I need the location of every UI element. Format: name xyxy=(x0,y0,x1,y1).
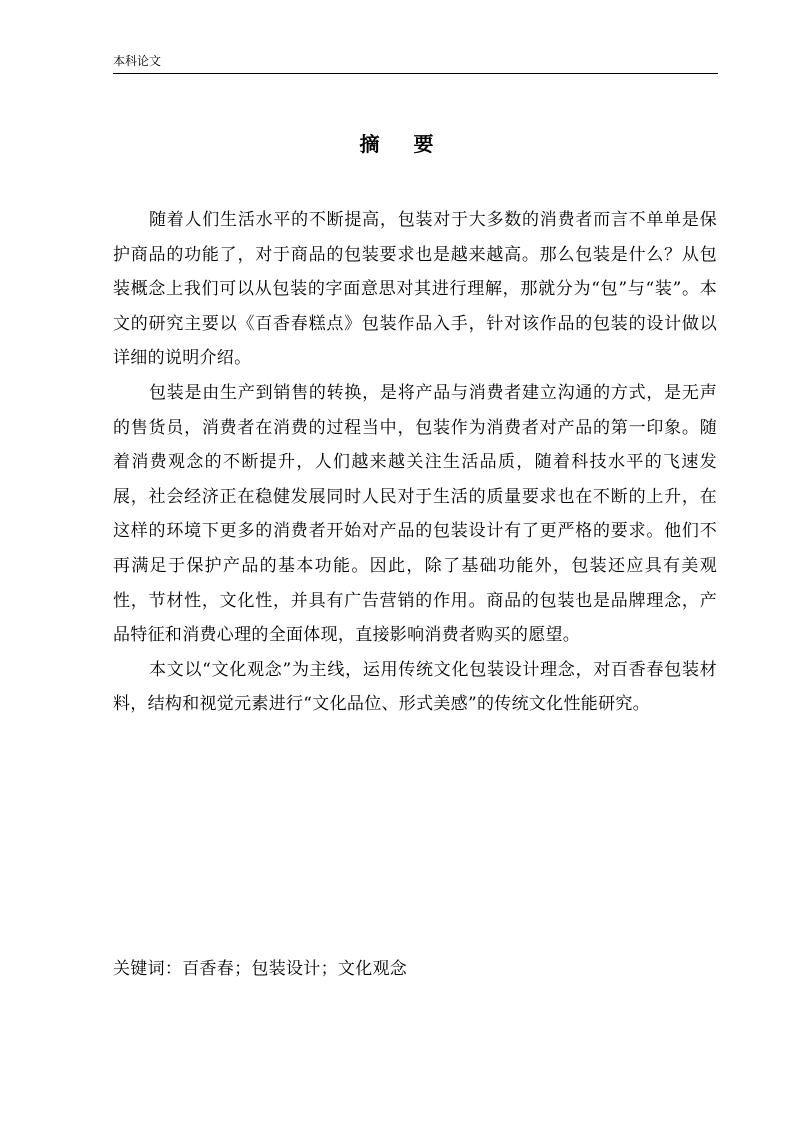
abstract-paragraph-3: 本文以“文化观念”为主线，运用传统文化包装设计理念，对百香春包装材料，结构和视觉元素进行“文化品位、形式美感”的传统文化性能研究。 xyxy=(113,659,717,715)
abstract-title: 摘要 xyxy=(359,132,468,156)
abstract-paragraph-2: 包装是由生产到销售的转换，是将产品与消费者建立沟通的方式，是无声的售货员，消费者在消费的过程当中，包装作为消费者对产品的第一印象。随着消费观念的不断提升，人们越来越关注生活品质，随着科技水平的飞速发展，社会经济正在稳健发展同时人民对于生活的质量要求也在不断的上升，在这样的环境下更多的消费者开始对产品的包装设计有了更严格的要求。他们不再满足于保护产品的基本功能。因此，除了基础功能外，包装还应具有美观性，节材性，文化性，并具有广告营销的作用。商品的包装也是品牌理念，产品特征和消费心理的全面体现，直接影响消费者购买的愿望。 xyxy=(113,382,717,646)
keywords-line: 关键词：百香春；包装设计；文化观念 xyxy=(113,959,408,979)
abstract-paragraph-1: 随着人们生活水平的不断提高，包装对于大多数的消费者而言不单单是保护商品的功能了，对于商品的包装要求也是越来越高。那么包装是什么？从包装概念上我们可以从包装的字面意思对其进行理解，那就分为“包”与“装”。本文的研究主要以《百香春糕点》包装作品入手，针对该作品的包装的设计做以详细的说明介绍。 xyxy=(113,210,717,369)
running-header: 本科论文 xyxy=(113,54,162,68)
header-rule xyxy=(113,73,718,74)
abstract-body xyxy=(113,203,717,722)
